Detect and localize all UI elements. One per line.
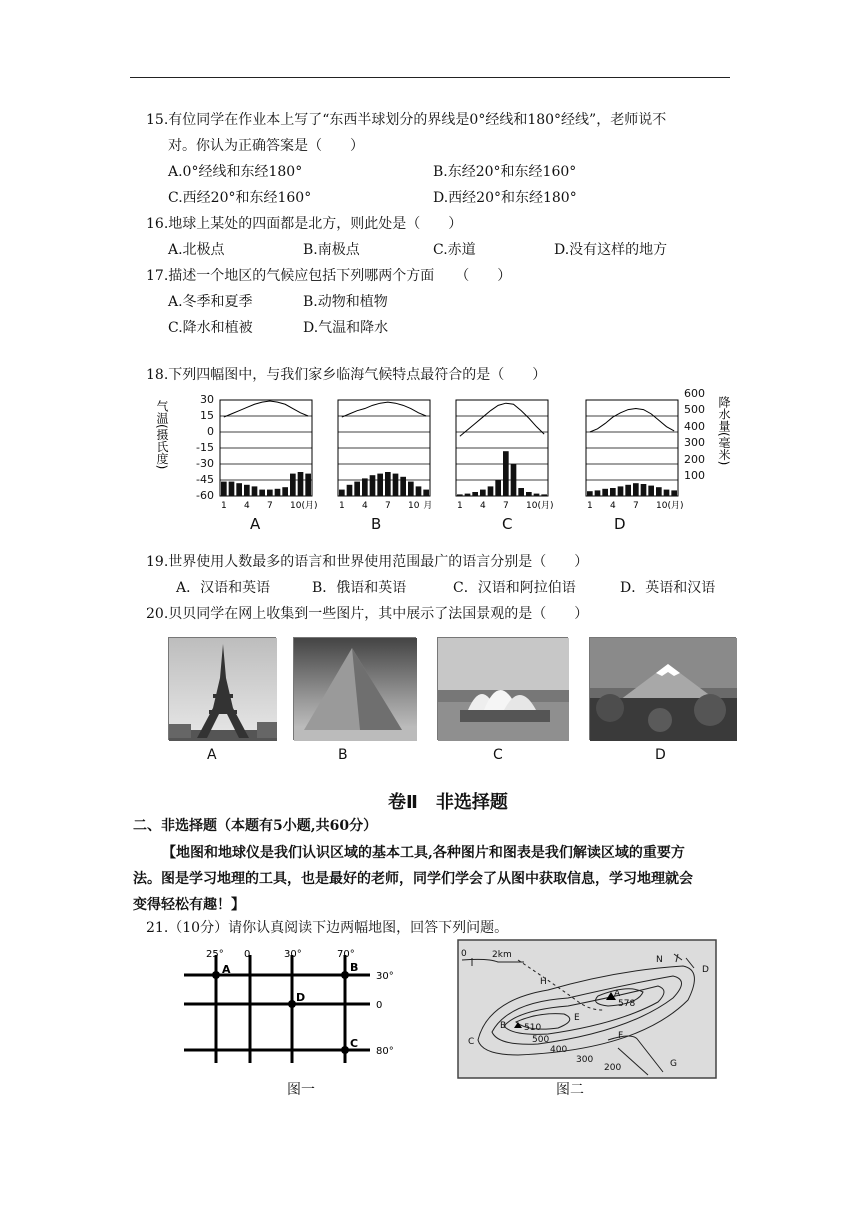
precipitation-bar-7 — [503, 451, 509, 496]
section-intro-line1: 【地图和地球仪是我们认识区域的基本工具,各种图片和图表是我们解读区域的重要方 — [162, 845, 685, 861]
precipitation-axis-title: 降水量(毫米) — [717, 396, 731, 466]
map2-200: 200 — [604, 1063, 622, 1073]
precipitation-bar-11 — [664, 490, 670, 496]
precipitation-bar-10 — [526, 492, 532, 496]
precipitation-axis — [714, 390, 738, 470]
grid-lat-label-3: 80° — [376, 1046, 394, 1057]
precipitation-bar-10 — [290, 474, 296, 496]
q16-text: 16.地球上某处的四面都是北方，则此处是（ ） — [146, 216, 463, 232]
precipitation-bar-5 — [252, 486, 258, 496]
map2-g: G — [670, 1059, 677, 1069]
q19-text: 19.世界使用人数最多的语言和世界使用范围最广的语言分别是（ ） — [146, 554, 589, 570]
month-tick-4: 月 — [423, 501, 433, 511]
climate-chart-b — [338, 400, 432, 511]
grid-point-a: A — [222, 963, 231, 976]
month-tick-1: 4 — [610, 501, 616, 511]
header-rule — [130, 77, 730, 78]
figure2-contour-map — [458, 940, 716, 1078]
figure1-grid-map — [180, 945, 410, 1070]
q16-option-d[interactable]: D.没有这样的地方 — [554, 242, 668, 258]
photo-label-d: D — [655, 747, 666, 763]
precipitation-bar-2 — [347, 485, 353, 496]
precipitation-bar-11 — [298, 472, 304, 496]
precipitation-bar-4 — [610, 488, 616, 496]
section-heading: 二、非选择题（本题有5小题,共60分） — [133, 818, 378, 834]
q15-option-d[interactable]: D.西经20°和东经180° — [433, 190, 577, 206]
map2-500: 500 — [532, 1035, 550, 1045]
precipitation-bar-3 — [602, 489, 608, 496]
precipitation-tick-5: 100 — [684, 469, 705, 482]
month-tick-1: 4 — [480, 501, 486, 511]
chart-label-a[interactable]: A — [250, 515, 261, 533]
chart-label-d[interactable]: D — [614, 515, 626, 533]
precipitation-bar-2 — [595, 490, 601, 496]
precipitation-bar-4 — [480, 490, 486, 496]
grid-lon-label-3: 30° — [284, 949, 302, 960]
precipitation-bar-1 — [457, 494, 463, 496]
q18-text: 18.下列四幅图中，与我们家乡临海气候特点最符合的是（ ） — [146, 367, 547, 383]
photo-eiffel-tower[interactable] — [168, 637, 276, 740]
map2-scale: 2km — [492, 950, 512, 960]
q15-option-c[interactable]: C.西经20°和东经160° — [168, 190, 312, 206]
q16-option-c[interactable]: C.赤道 — [433, 242, 476, 258]
section-intro-line3: 变得轻松有趣！】 — [133, 897, 245, 913]
grid-lat-label-1: 30° — [376, 971, 394, 982]
month-tick-0: 1 — [221, 501, 227, 511]
photo-label-b: B — [338, 747, 348, 763]
temperature-tick-5: -45 — [196, 473, 214, 486]
precipitation-bar-1 — [221, 482, 227, 496]
figure2-caption: 图二 — [556, 1082, 584, 1098]
precipitation-bar-5 — [370, 475, 376, 496]
map2-b: B — [500, 1021, 507, 1031]
precipitation-bar-10 — [408, 482, 414, 496]
q15-option-a[interactable]: A.0°经线和东经180° — [168, 164, 303, 180]
precipitation-bar-6 — [377, 474, 383, 496]
precipitation-bar-12 — [541, 494, 547, 496]
precipitation-bar-8 — [641, 484, 647, 496]
precipitation-bar-4 — [362, 478, 368, 496]
precipitation-tick-0: 600 — [684, 387, 705, 400]
precipitation-bar-5 — [618, 486, 624, 496]
q19-option-b[interactable]: B．俄语和英语 — [312, 580, 407, 596]
q21-text: 21.（10分）请你认真阅读下边两幅地图，回答下列问题。 — [146, 920, 509, 936]
chart-label-c[interactable]: C — [502, 515, 513, 533]
map2-n: N — [656, 955, 663, 965]
precipitation-bar-11 — [416, 486, 422, 496]
temperature-tick-4: -30 — [196, 457, 214, 470]
grid-lon-label-1: 25° — [206, 949, 224, 960]
month-tick-1: 4 — [244, 501, 250, 511]
precipitation-bar-8 — [275, 489, 281, 496]
precipitation-bar-2 — [229, 482, 235, 496]
month-tick-3: 10(月) — [290, 501, 318, 511]
map2-c: C — [468, 1037, 475, 1047]
precipitation-bar-3 — [236, 483, 242, 496]
precipitation-tick-4: 200 — [684, 452, 705, 466]
temperature-axis-title: 气温(摄氏度) — [155, 400, 169, 470]
precipitation-bar-12 — [305, 474, 311, 496]
q15-option-b[interactable]: B.东经20°和东经160° — [433, 164, 577, 180]
month-tick-0: 1 — [587, 501, 593, 511]
grid-lon-label-2: 0 — [244, 949, 251, 960]
map2-300: 300 — [576, 1055, 594, 1065]
grid-point-b: B — [350, 961, 359, 974]
chart-label-b[interactable]: B — [371, 515, 382, 533]
precipitation-bar-10 — [656, 487, 662, 496]
figure1-caption: 图一 — [287, 1082, 315, 1098]
q16-option-b[interactable]: B.南极点 — [303, 242, 360, 258]
precipitation-bar-3 — [472, 492, 478, 496]
climate-chart-c — [456, 400, 553, 511]
photo-sydney-opera-house[interactable] — [437, 637, 568, 740]
temperature-line — [224, 401, 308, 417]
precipitation-bar-4 — [244, 485, 250, 496]
precipitation-tick-1: 500 — [684, 403, 705, 417]
precipitation-bar-7 — [385, 472, 391, 496]
grid-lat-label-2: 0 — [376, 1000, 383, 1011]
precipitation-bar-1 — [339, 490, 345, 496]
precipitation-bar-9 — [400, 477, 406, 496]
map2-b510: 510 — [524, 1023, 542, 1033]
precipitation-bar-1 — [587, 491, 593, 496]
temperature-tick-6: -60 — [196, 489, 214, 502]
precipitation-bar-7 — [633, 483, 639, 496]
precipitation-bar-5 — [488, 486, 494, 496]
photo-pyramid[interactable] — [293, 637, 416, 740]
q17-option-b[interactable]: B.动物和植物 — [303, 294, 388, 310]
precipitation-bar-11 — [534, 494, 540, 496]
q17-option-c[interactable]: C.降水和植被 — [168, 320, 253, 336]
month-tick-2: 7 — [633, 501, 639, 511]
q16-option-a[interactable]: A.北极点 — [168, 242, 225, 258]
precipitation-bar-9 — [518, 488, 524, 496]
q19-option-c[interactable]: C．汉语和阿拉伯语 — [453, 580, 576, 596]
precipitation-bar-9 — [282, 487, 288, 496]
precipitation-bar-12 — [671, 490, 677, 496]
precipitation-tick-2: 400 — [684, 419, 705, 433]
month-tick-2: 7 — [503, 501, 509, 511]
month-tick-0: 1 — [457, 501, 463, 511]
map2-e: E — [574, 1013, 580, 1023]
grid-point-d: D — [296, 991, 306, 1004]
q19-option-a[interactable]: A．汉语和英语 — [176, 580, 271, 596]
section-title: 卷Ⅱ 非选择题 — [388, 792, 508, 813]
map2-400: 400 — [550, 1045, 568, 1055]
section-intro-line2: 法。图是学习地理的工具，也是最好的老师，同学们学会了从图中获取信息，学习地理就会 — [133, 871, 693, 887]
month-tick-1: 4 — [362, 501, 368, 511]
q15-line2: 对。你认为正确答案是（ ） — [168, 138, 364, 154]
q19-option-d[interactable]: D．英语和汉语 — [620, 580, 716, 596]
photo-mount-fuji[interactable] — [589, 637, 736, 740]
temperature-tick-1: 15 — [200, 409, 214, 422]
map2-h: H — [540, 977, 547, 987]
photo-label-a: A — [207, 747, 217, 763]
map2-d: D — [702, 965, 709, 975]
precipitation-bar-9 — [648, 486, 654, 496]
grid-point-c: C — [350, 1037, 359, 1050]
precipitation-bar-3 — [354, 482, 360, 496]
precipitation-bar-8 — [393, 474, 399, 496]
precipitation-bar-2 — [465, 494, 471, 496]
month-tick-2: 7 — [267, 501, 273, 511]
climate-chart-a — [220, 400, 317, 511]
grid-lon-label-4: 70° — [337, 949, 355, 960]
month-tick-3: 10(月) — [526, 501, 554, 511]
month-tick-3: 10(月) — [656, 501, 684, 511]
precipitation-bar-12 — [423, 490, 429, 496]
temperature-line — [590, 409, 674, 432]
precipitation-bar-8 — [511, 464, 517, 496]
map2-f: F — [618, 1031, 624, 1041]
climate-chart-d — [586, 400, 683, 511]
q20-text: 20.贝贝同学在网上收集到一些图片，其中展示了法国景观的是（ ） — [146, 606, 589, 622]
precipitation-bar-6 — [625, 485, 631, 496]
map2-a: A — [614, 989, 621, 999]
temperature-tick-3: -15 — [196, 441, 214, 454]
q15-line1: 15.有位同学在作业本上写了“东西半球划分的界线是0°经线和180°经线”，老师说不 — [146, 112, 667, 128]
precipitation-tick-3: 300 — [684, 436, 705, 450]
q17-option-a[interactable]: A.冬季和夏季 — [168, 294, 253, 310]
temperature-tick-2: 0 — [207, 425, 214, 438]
q17-option-d[interactable]: D.气温和降水 — [303, 320, 389, 336]
map2-a578: 578 — [618, 999, 636, 1009]
month-tick-3: 10 — [408, 501, 420, 511]
temperature-line — [460, 403, 544, 436]
precipitation-bar-6 — [259, 490, 265, 496]
temperature-tick-0: 30 — [200, 393, 214, 406]
map2-zero: 0 — [461, 949, 467, 959]
q17-text: 17.描述一个地区的气候应包括下列哪两个方面 （ ） — [146, 268, 512, 284]
precipitation-bar-7 — [267, 490, 273, 496]
month-tick-2: 7 — [385, 501, 391, 511]
precipitation-bar-6 — [495, 480, 501, 496]
photo-label-c: C — [493, 747, 503, 763]
climate-charts — [214, 396, 684, 516]
month-tick-0: 1 — [339, 501, 345, 511]
temperature-line — [342, 402, 426, 417]
